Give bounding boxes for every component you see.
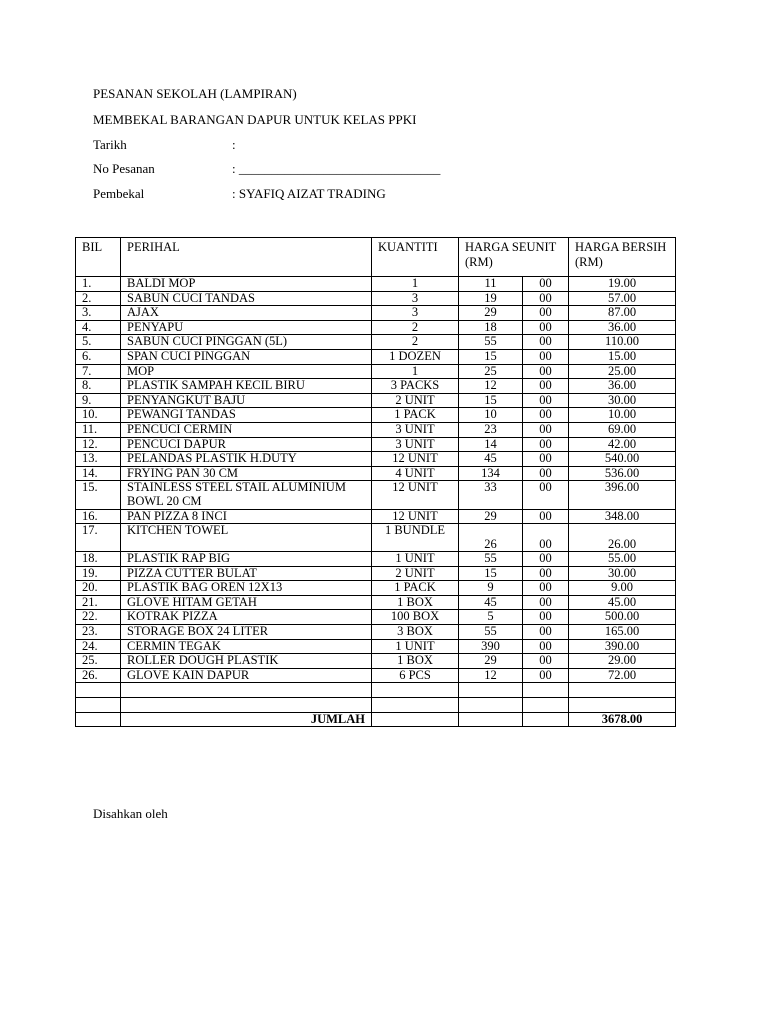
cell-bil: 24. (76, 639, 121, 654)
cell-harga-bersih: 36.00 (569, 320, 676, 335)
cell-bil: 21. (76, 595, 121, 610)
cell-harga-sen: 00 (523, 481, 569, 509)
field-pembekal (93, 186, 386, 202)
cell-bil: 8. (76, 379, 121, 394)
col-header-harga-seunit: HARGA SEUNIT (RM) (459, 238, 569, 277)
page-title: PESANAN SEKOLAH (LAMPIRAN) (93, 86, 297, 101)
table-row (76, 552, 676, 567)
cell-bil: 23. (76, 625, 121, 640)
cell-harga-bersih: 348.00 (569, 509, 676, 524)
table-row (76, 306, 676, 321)
cell-harga-bersih: 30.00 (569, 566, 676, 581)
cell-bil: 16. (76, 509, 121, 524)
cell-kuantiti: 1 DOZEN (372, 349, 459, 364)
cell-harga-sen: 00 (523, 277, 569, 292)
cell-harga-ringgit: 5 (459, 610, 523, 625)
cell-harga-ringgit: 19 (459, 291, 523, 306)
cell-harga-ringgit: 390 (459, 639, 523, 654)
cell-kuantiti: 1 (372, 277, 459, 292)
table-row (76, 668, 676, 683)
cell-bil: 14. (76, 466, 121, 481)
cell-harga-bersih: 29.00 (569, 654, 676, 669)
cell-bil: 22. (76, 610, 121, 625)
cell-harga-ringgit: 29 (459, 509, 523, 524)
field-tarikh-label: Tarikh (93, 137, 127, 152)
cell-harga-sen: 00 (523, 452, 569, 467)
table-row (76, 625, 676, 640)
table-row (76, 481, 676, 509)
cell-harga-bersih: 390.00 (569, 639, 676, 654)
order-table (75, 237, 676, 727)
cell-perihal: PENYAPU (121, 320, 372, 335)
cell-harga-ringgit: 25 (459, 364, 523, 379)
cell-harga-ringgit: 15 (459, 349, 523, 364)
cell-harga-bersih: 19.00 (569, 277, 676, 292)
page-subtitle: MEMBEKAL BARANGAN DAPUR UNTUK KELAS PPKI (93, 112, 417, 127)
cell-harga-ringgit: 29 (459, 654, 523, 669)
cell-kuantiti: 3 (372, 306, 459, 321)
cell-perihal: KITCHEN TOWEL (121, 524, 372, 552)
cell-harga-sen: 00 (523, 668, 569, 683)
cell-bil: 11. (76, 422, 121, 437)
table-row (76, 437, 676, 452)
cell-kuantiti: 2 UNIT (372, 393, 459, 408)
cell-kuantiti: 1 BOX (372, 595, 459, 610)
table-row (76, 393, 676, 408)
cell-perihal: PENYANGKUT BAJU (121, 393, 372, 408)
blank-row (76, 698, 676, 713)
cell-harga-sen: 00 (523, 437, 569, 452)
field-pembekal-value: : SYAFIQ AIZAT TRADING (232, 186, 386, 201)
cell-harga-bersih: 57.00 (569, 291, 676, 306)
cell-harga-ringgit: 134 (459, 466, 523, 481)
cell-harga-sen: 00 (523, 335, 569, 350)
table-row (76, 595, 676, 610)
cell-bil: 5. (76, 335, 121, 350)
cell-bil: 2. (76, 291, 121, 306)
col-header-harga-bersih: HARGA BERSIH (RM) (569, 238, 676, 277)
cell-perihal: GLOVE KAIN DAPUR (121, 668, 372, 683)
field-no-pesanan-value: : _______________________________ (232, 161, 441, 176)
cell-harga-ringgit: 33 (459, 481, 523, 509)
cell-harga-ringgit: 26 (459, 524, 523, 552)
table-row (76, 610, 676, 625)
cell-kuantiti: 1 UNIT (372, 552, 459, 567)
cell-harga-ringgit: 55 (459, 335, 523, 350)
cell-harga-bersih: 45.00 (569, 595, 676, 610)
cell-kuantiti: 3 UNIT (372, 422, 459, 437)
cell-bil: 4. (76, 320, 121, 335)
cell-harga-bersih: 536.00 (569, 466, 676, 481)
cell-perihal: STORAGE BOX 24 LITER (121, 625, 372, 640)
cell-harga-ringgit: 55 (459, 625, 523, 640)
cell-bil: 1. (76, 277, 121, 292)
cell-kuantiti: 1 UNIT (372, 639, 459, 654)
field-no-pesanan (93, 161, 440, 177)
cell-harga-sen: 00 (523, 306, 569, 321)
cell-harga-sen: 00 (523, 566, 569, 581)
cell-harga-ringgit: 45 (459, 595, 523, 610)
blank-row (76, 683, 676, 698)
cell-bil: 12. (76, 437, 121, 452)
cell-bil: 6. (76, 349, 121, 364)
cell-perihal: PEWANGI TANDAS (121, 408, 372, 423)
cell-kuantiti: 1 BOX (372, 654, 459, 669)
cell-harga-sen: 00 (523, 524, 569, 552)
cell-harga-ringgit: 10 (459, 408, 523, 423)
cell-kuantiti: 3 PACKS (372, 379, 459, 394)
field-tarikh-value: : (232, 137, 236, 152)
cell-kuantiti: 12 UNIT (372, 452, 459, 467)
cell-harga-sen: 00 (523, 466, 569, 481)
table-row (76, 422, 676, 437)
cell-bil: 18. (76, 552, 121, 567)
table-row (76, 291, 676, 306)
cell-kuantiti: 2 UNIT (372, 566, 459, 581)
cell-perihal: MOP (121, 364, 372, 379)
table-row (76, 349, 676, 364)
cell-harga-bersih: 500.00 (569, 610, 676, 625)
cell-perihal: BALDI MOP (121, 277, 372, 292)
cell-kuantiti: 3 UNIT (372, 437, 459, 452)
cell-harga-bersih: 55.00 (569, 552, 676, 567)
cell-harga-sen: 00 (523, 393, 569, 408)
cell-perihal: STAINLESS STEEL STAIL ALUMINIUM BOWL 20 CM (121, 481, 372, 509)
field-tarikh (93, 137, 236, 153)
cell-harga-ringgit: 12 (459, 379, 523, 394)
cell-harga-ringgit: 45 (459, 452, 523, 467)
cell-harga-bersih: 540.00 (569, 452, 676, 467)
cell-kuantiti: 4 UNIT (372, 466, 459, 481)
cell-perihal: PLASTIK BAG OREN 12X13 (121, 581, 372, 596)
cell-harga-ringgit: 15 (459, 393, 523, 408)
field-pembekal-label: Pembekal (93, 186, 145, 201)
cell-harga-sen: 00 (523, 639, 569, 654)
cell-harga-sen: 00 (523, 595, 569, 610)
cell-harga-bersih: 36.00 (569, 379, 676, 394)
cell-bil: 10. (76, 408, 121, 423)
cell-kuantiti: 1 (372, 364, 459, 379)
table-body (76, 277, 676, 683)
cell-kuantiti: 3 (372, 291, 459, 306)
cell-kuantiti: 2 (372, 320, 459, 335)
cell-harga-bersih: 26.00 (569, 524, 676, 552)
cell-harga-bersih: 25.00 (569, 364, 676, 379)
cell-harga-sen: 00 (523, 610, 569, 625)
cell-bil: 3. (76, 306, 121, 321)
cell-perihal: PAN PIZZA 8 INCI (121, 509, 372, 524)
col-header-kuantiti: KUANTITI (372, 238, 459, 277)
cell-harga-sen: 00 (523, 509, 569, 524)
col-header-perihal: PERIHAL (121, 238, 372, 277)
cell-harga-bersih: 165.00 (569, 625, 676, 640)
cell-harga-ringgit: 23 (459, 422, 523, 437)
cell-harga-bersih: 87.00 (569, 306, 676, 321)
cell-harga-sen: 00 (523, 581, 569, 596)
cell-harga-bersih: 69.00 (569, 422, 676, 437)
cell-kuantiti: 1 PACK (372, 581, 459, 596)
table-row (76, 466, 676, 481)
cell-bil: 17. (76, 524, 121, 552)
cell-kuantiti: 12 UNIT (372, 509, 459, 524)
cell-harga-sen: 00 (523, 364, 569, 379)
cell-perihal: PLASTIK SAMPAH KECIL BIRU (121, 379, 372, 394)
table-row (76, 581, 676, 596)
table-row (76, 566, 676, 581)
cell-harga-ringgit: 29 (459, 306, 523, 321)
cell-harga-ringgit: 9 (459, 581, 523, 596)
table-header-row (76, 238, 676, 277)
cell-bil: 9. (76, 393, 121, 408)
cell-perihal: SPAN CUCI PINGGAN (121, 349, 372, 364)
cell-bil: 25. (76, 654, 121, 669)
cell-harga-sen: 00 (523, 379, 569, 394)
cell-harga-bersih: 30.00 (569, 393, 676, 408)
cell-bil: 7. (76, 364, 121, 379)
cell-kuantiti: 12 UNIT (372, 481, 459, 509)
cell-harga-ringgit: 11 (459, 277, 523, 292)
cell-harga-sen: 00 (523, 654, 569, 669)
cell-perihal: FRYING PAN 30 CM (121, 466, 372, 481)
table-row (76, 654, 676, 669)
cell-harga-bersih: 110.00 (569, 335, 676, 350)
total-row (76, 712, 676, 727)
cell-kuantiti: 1 BUNDLE (372, 524, 459, 552)
table-row (76, 364, 676, 379)
cell-harga-bersih: 72.00 (569, 668, 676, 683)
cell-harga-sen: 00 (523, 422, 569, 437)
cell-perihal: PENCUCI CERMIN (121, 422, 372, 437)
table-row (76, 524, 676, 552)
cell-kuantiti: 100 BOX (372, 610, 459, 625)
cell-harga-sen: 00 (523, 552, 569, 567)
table-row (76, 408, 676, 423)
field-no-pesanan-label: No Pesanan (93, 161, 155, 176)
col-header-bil: BIL (76, 238, 121, 277)
cell-perihal: KOTRAK PIZZA (121, 610, 372, 625)
cell-harga-sen: 00 (523, 625, 569, 640)
cell-kuantiti: 2 (372, 335, 459, 350)
cell-harga-sen: 00 (523, 320, 569, 335)
cell-bil: 13. (76, 452, 121, 467)
cell-perihal: SABUN CUCI TANDAS (121, 291, 372, 306)
cell-bil: 19. (76, 566, 121, 581)
cell-harga-bersih: 396.00 (569, 481, 676, 509)
cell-harga-bersih: 15.00 (569, 349, 676, 364)
cell-harga-sen: 00 (523, 408, 569, 423)
cell-harga-ringgit: 12 (459, 668, 523, 683)
cell-bil: 15. (76, 481, 121, 509)
table-row (76, 277, 676, 292)
cell-perihal: PENCUCI DAPUR (121, 437, 372, 452)
total-label: JUMLAH (121, 712, 372, 727)
cell-perihal: GLOVE HITAM GETAH (121, 595, 372, 610)
cell-harga-ringgit: 18 (459, 320, 523, 335)
cell-harga-bersih: 42.00 (569, 437, 676, 452)
cell-harga-bersih: 9.00 (569, 581, 676, 596)
table-row (76, 335, 676, 350)
cell-kuantiti: 1 PACK (372, 408, 459, 423)
cell-perihal: PIZZA CUTTER BULAT (121, 566, 372, 581)
table-row (76, 452, 676, 467)
cell-bil: 20. (76, 581, 121, 596)
cell-kuantiti: 6 PCS (372, 668, 459, 683)
total-value: 3678.00 (569, 712, 676, 727)
cell-harga-sen: 00 (523, 349, 569, 364)
approved-by-label: Disahkan oleh (93, 806, 168, 821)
cell-perihal: CERMIN TEGAK (121, 639, 372, 654)
cell-harga-bersih: 10.00 (569, 408, 676, 423)
cell-perihal: AJAX (121, 306, 372, 321)
cell-harga-sen: 00 (523, 291, 569, 306)
cell-harga-ringgit: 55 (459, 552, 523, 567)
cell-perihal: ROLLER DOUGH PLASTIK (121, 654, 372, 669)
cell-bil: 26. (76, 668, 121, 683)
table-row (76, 320, 676, 335)
table-row (76, 509, 676, 524)
cell-kuantiti: 3 BOX (372, 625, 459, 640)
cell-perihal: PELANDAS PLASTIK H.DUTY (121, 452, 372, 467)
cell-perihal: PLASTIK RAP BIG (121, 552, 372, 567)
table-row (76, 639, 676, 654)
table-row (76, 379, 676, 394)
cell-perihal: SABUN CUCI PINGGAN (5L) (121, 335, 372, 350)
cell-harga-ringgit: 15 (459, 566, 523, 581)
cell-harga-ringgit: 14 (459, 437, 523, 452)
